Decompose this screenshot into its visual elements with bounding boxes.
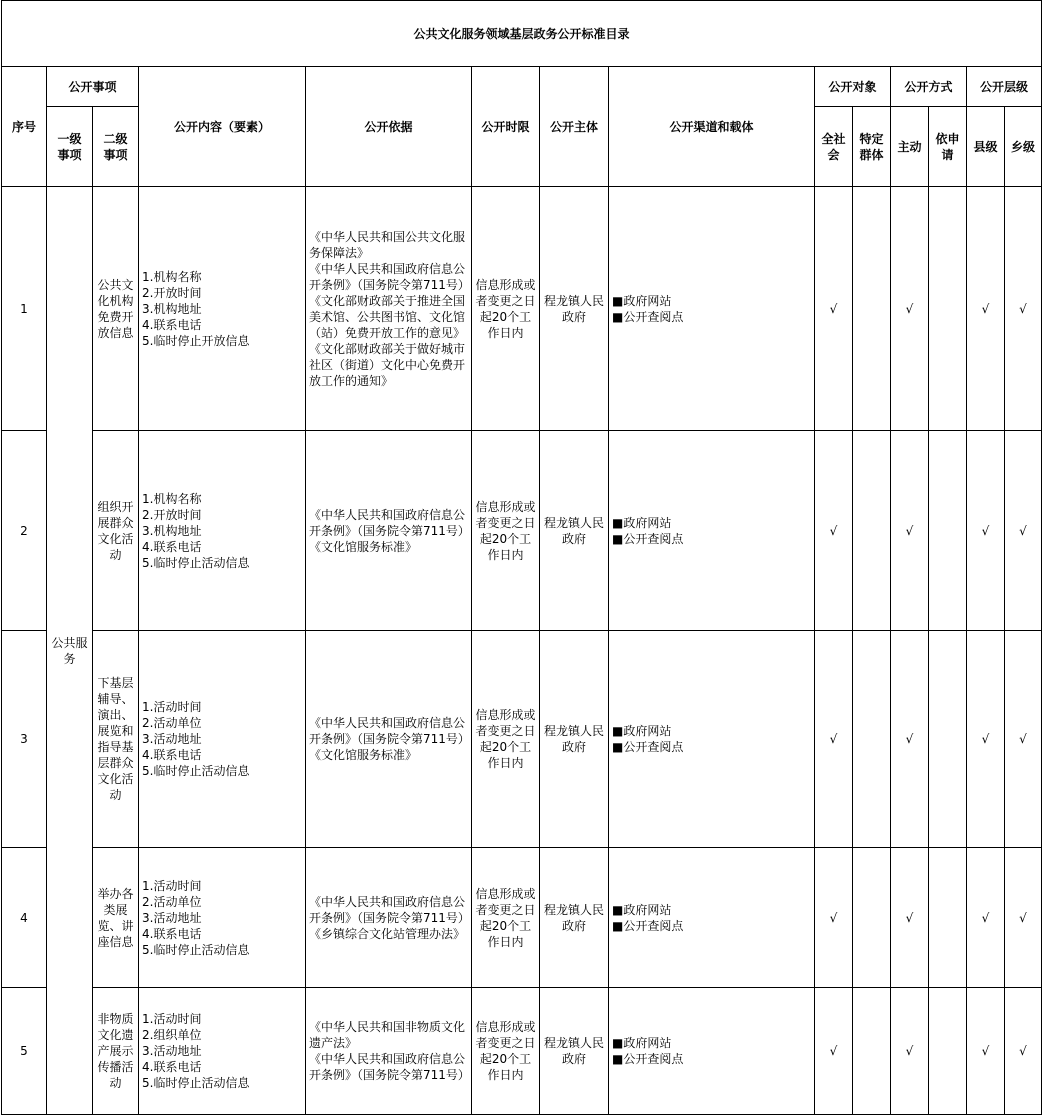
header-method: 公开方式	[891, 67, 967, 107]
row-channel: ■政府网站 ■公开查阅点	[609, 431, 815, 631]
header-level-county: 县级	[967, 107, 1005, 187]
check-method-active: √	[891, 631, 929, 848]
check-level-county: √	[967, 431, 1005, 631]
row-channel: ■政府网站 ■公开查阅点	[609, 988, 815, 1115]
check-level-town: √	[1005, 431, 1042, 631]
check-target-all: √	[815, 848, 853, 988]
row-subject: 程龙镇人民政府	[540, 848, 609, 988]
row-time-limit: 信息形成或者变更之日起20个工作日内	[472, 988, 540, 1115]
header-content: 公开内容（要素）	[139, 67, 306, 187]
row-level2-item: 公共文化机构免费开放信息	[93, 187, 139, 431]
row-subject: 程龙镇人民政府	[540, 187, 609, 431]
header-time-limit: 公开时限	[472, 67, 540, 187]
check-method-active: √	[891, 187, 929, 431]
row-basis: 《中华人民共和国政府信息公开条例》（国务院令第711号） 《文化馆服务标准》	[306, 631, 472, 848]
header-target-group: 特定 群体	[853, 107, 891, 187]
table-row	[2, 187, 1042, 431]
check-method-active: √	[891, 988, 929, 1115]
table-row	[2, 431, 1042, 631]
check-target-all: √	[815, 431, 853, 631]
check-method-request	[929, 187, 967, 431]
row-basis: 《中华人民共和国公共文化服务保障法》 《中华人民共和国政府信息公开条例》（国务院令第711号） 《文化部财政部关于推进全国美术馆、公共图书馆、文化馆（站）免费开放工作的意见》 《文化部财政部关于做好城市社区（街道）文化中心免费开放工作的通知》	[306, 187, 472, 431]
check-target-all: √	[815, 988, 853, 1115]
check-target-group	[853, 631, 891, 848]
row-basis: 《中华人民共和国政府信息公开条例》（国务院令第711号） 《文化馆服务标准》	[306, 431, 472, 631]
check-level-town: √	[1005, 187, 1042, 431]
check-level-town: √	[1005, 631, 1042, 848]
check-method-active: √	[891, 431, 929, 631]
row-level1-item: 公共服 务	[47, 187, 93, 1115]
row-content: 1.活动时间 2.活动单位 3.活动地址 4.联系电话 5.临时停止活动信息	[139, 631, 306, 848]
header-basis: 公开依据	[306, 67, 472, 187]
page-title: 公共文化服务领域基层政务公开标准目录	[2, 1, 1042, 67]
check-target-all: √	[815, 631, 853, 848]
row-seq: 1	[2, 187, 47, 431]
row-seq: 5	[2, 988, 47, 1115]
check-level-county: √	[967, 988, 1005, 1115]
header-channel: 公开渠道和载体	[609, 67, 815, 187]
row-level2-item: 非物质文化遗产展示传播活动	[93, 988, 139, 1115]
row-time-limit: 信息形成或者变更之日起20个工作日内	[472, 187, 540, 431]
check-method-request	[929, 631, 967, 848]
header-method-request: 依申 请	[929, 107, 967, 187]
header-level1: 一级 事项	[47, 107, 93, 187]
check-target-group	[853, 187, 891, 431]
row-content: 1.活动时间 2.活动单位 3.活动地址 4.联系电话 5.临时停止活动信息	[139, 848, 306, 988]
table-row	[2, 988, 1042, 1115]
row-level2-item: 组织开展群众文化活动	[93, 431, 139, 631]
check-target-group	[853, 431, 891, 631]
table-row	[2, 631, 1042, 848]
header-level2: 二级 事项	[93, 107, 139, 187]
row-level2-item: 举办各类展览、讲座信息	[93, 848, 139, 988]
header-items: 公开事项	[47, 67, 139, 107]
header-method-active: 主动	[891, 107, 929, 187]
check-target-all: √	[815, 187, 853, 431]
check-level-county: √	[967, 848, 1005, 988]
row-time-limit: 信息形成或者变更之日起20个工作日内	[472, 431, 540, 631]
header-target-all: 全社 会	[815, 107, 853, 187]
header-subject: 公开主体	[540, 67, 609, 187]
row-content: 1.机构名称 2.开放时间 3.机构地址 4.联系电话 5.临时停止活动信息	[139, 431, 306, 631]
check-level-town: √	[1005, 988, 1042, 1115]
row-level2-item: 下基层辅导、演出、展览和指导基层群众文化活动	[93, 631, 139, 848]
row-time-limit: 信息形成或者变更之日起20个工作日内	[472, 848, 540, 988]
check-method-active: √	[891, 848, 929, 988]
row-content: 1.机构名称 2.开放时间 3.机构地址 4.联系电话 5.临时停止开放信息	[139, 187, 306, 431]
row-basis: 《中华人民共和国政府信息公开条例》（国务院令第711号） 《乡镇综合文化站管理办法》	[306, 848, 472, 988]
check-level-county: √	[967, 631, 1005, 848]
header-seq: 序号	[2, 67, 47, 187]
check-method-request	[929, 431, 967, 631]
disclosure-catalog-table	[1, 0, 1042, 1115]
header-level-town: 乡级	[1005, 107, 1042, 187]
check-method-request	[929, 848, 967, 988]
check-method-request	[929, 988, 967, 1115]
row-basis: 《中华人民共和国非物质文化遗产法》 《中华人民共和国政府信息公开条例》（国务院令第711号）	[306, 988, 472, 1115]
header-target: 公开对象	[815, 67, 891, 107]
check-target-group	[853, 988, 891, 1115]
row-seq: 4	[2, 848, 47, 988]
header-level: 公开层级	[967, 67, 1042, 107]
row-time-limit: 信息形成或者变更之日起20个工作日内	[472, 631, 540, 848]
row-seq: 2	[2, 431, 47, 631]
check-level-town: √	[1005, 848, 1042, 988]
row-channel: ■政府网站 ■公开查阅点	[609, 848, 815, 988]
row-seq: 3	[2, 631, 47, 848]
check-target-group	[853, 848, 891, 988]
row-subject: 程龙镇人民政府	[540, 988, 609, 1115]
row-channel: ■政府网站 ■公开查阅点	[609, 631, 815, 848]
row-content: 1.活动时间 2.组织单位 3.活动地址 4.联系电话 5.临时停止活动信息	[139, 988, 306, 1115]
table-row	[2, 848, 1042, 988]
row-subject: 程龙镇人民政府	[540, 431, 609, 631]
check-level-county: √	[967, 187, 1005, 431]
row-subject: 程龙镇人民政府	[540, 631, 609, 848]
row-channel: ■政府网站 ■公开查阅点	[609, 187, 815, 431]
